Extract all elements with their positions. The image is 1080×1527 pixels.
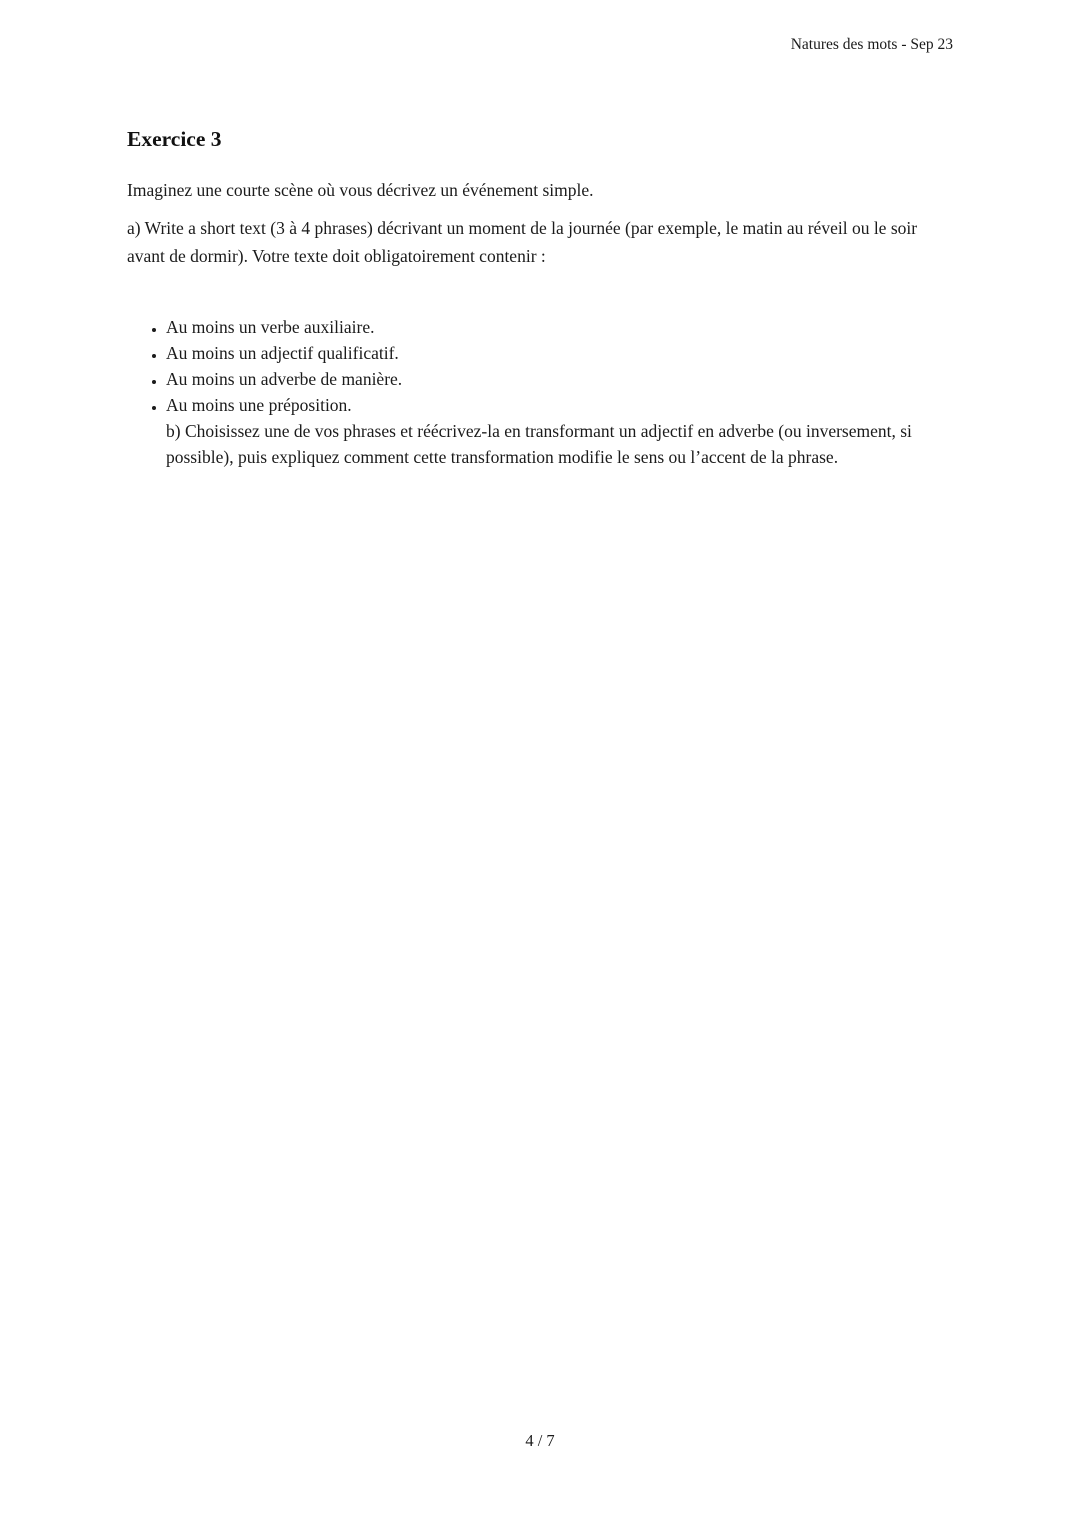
part-b-paragraph: b) Choisissez une de vos phrases et réécrivez-la en transformant un adjectif en adverbe (ou inversement, si possible), puis expliquez comment cette transformation modifie le sens ou l’accent de la phrase. [166,421,912,467]
page-number: 4 / 7 [525,1431,555,1450]
intro-paragraph: Imaginez une courte scène où vous décrivez un événement simple. [127,180,594,200]
exercise-title: Exercice 3 [127,127,222,151]
list-item: • Au moins un adverbe de manière. [166,366,953,392]
list-item: • Au moins un adjectif qualificatif. [166,340,953,366]
list-item: • Au moins un verbe auxiliaire. [166,314,953,340]
list-item: • Au moins une préposition. [166,392,953,418]
requirements-list [127,314,953,418]
page-header: Natures des mots - Sep 23 [790,36,953,53]
part-a-paragraph: a) Write a short text (3 à 4 phrases) décrivant un moment de la journée (par exemple, le matin au réveil ou le soir avant de dormir). Votre texte doit obligatoirement contenir : [127,218,918,266]
